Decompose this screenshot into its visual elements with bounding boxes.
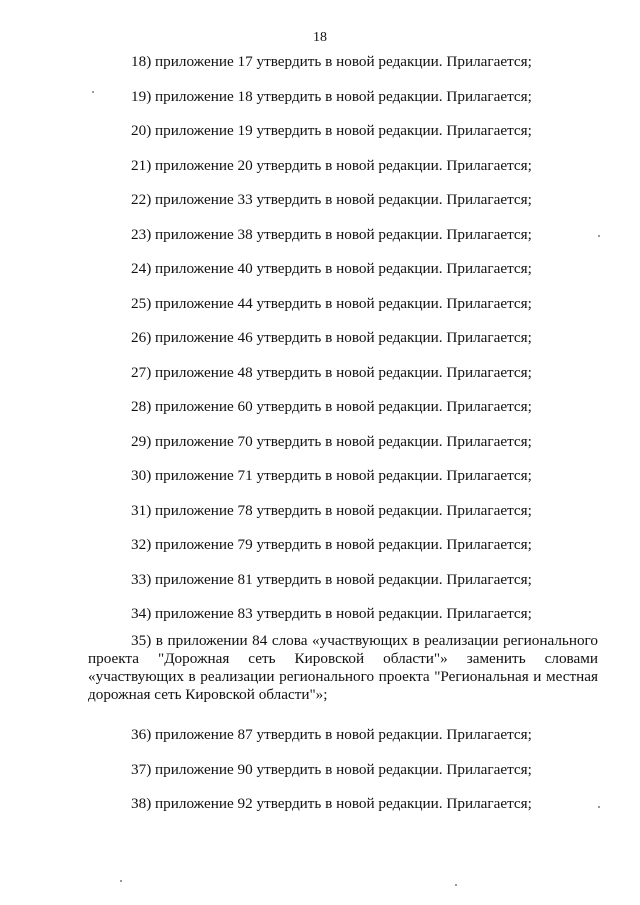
list-item: 33) приложение 81 утвердить в новой редакции. Прилагается; [131, 571, 532, 588]
list-item: 19) приложение 18 утвердить в новой редакции. Прилагается; [131, 88, 532, 105]
list-item: 38) приложение 92 утвердить в новой редакции. Прилагается; [131, 795, 532, 812]
list-item: 25) приложение 44 утвердить в новой редакции. Прилагается; [131, 295, 532, 312]
list-item: 36) приложение 87 утвердить в новой редакции. Прилагается; [131, 726, 532, 743]
list-item: 22) приложение 33 утвердить в новой редакции. Прилагается; [131, 191, 532, 208]
list-item: 26) приложение 46 утвердить в новой редакции. Прилагается; [131, 329, 532, 346]
list-item: 18) приложение 17 утвердить в новой редакции. Прилагается; [131, 53, 532, 70]
list-item: 32) приложение 79 утвердить в новой редакции. Прилагается; [131, 536, 532, 553]
list-item: 21) приложение 20 утвердить в новой редакции. Прилагается; [131, 157, 532, 174]
list-item: 31) приложение 78 утвердить в новой редакции. Прилагается; [131, 502, 532, 519]
page-number: 18 [313, 30, 327, 45]
list-item: 34) приложение 83 утвердить в новой редакции. Прилагается; [131, 605, 532, 622]
scan-speck [120, 880, 122, 882]
list-item: 20) приложение 19 утвердить в новой редакции. Прилагается; [131, 122, 532, 139]
scan-speck [455, 884, 457, 886]
list-item: 27) приложение 48 утвердить в новой редакции. Прилагается; [131, 364, 532, 381]
list-item: 29) приложение 70 утвердить в новой редакции. Прилагается; [131, 433, 532, 450]
list-item: 28) приложение 60 утвердить в новой редакции. Прилагается; [131, 398, 532, 415]
scan-speck [92, 91, 94, 93]
list-item: 30) приложение 71 утвердить в новой редакции. Прилагается; [131, 467, 532, 484]
scan-speck [598, 806, 600, 808]
list-item-35-paragraph: 35) в приложении 84 слова «участвующих в реализации регионального проекта "Дорожная сеть Кировской области"» заменить словами «участвующих в реализации регионального проекта "Региональная и местная дорожная сеть Кировской области"»; [88, 632, 598, 703]
list-item: 24) приложение 40 утвердить в новой редакции. Прилагается; [131, 260, 532, 277]
scan-speck [598, 235, 600, 237]
list-item: 23) приложение 38 утвердить в новой редакции. Прилагается; [131, 226, 532, 243]
list-item: 37) приложение 90 утвердить в новой редакции. Прилагается; [131, 761, 532, 778]
